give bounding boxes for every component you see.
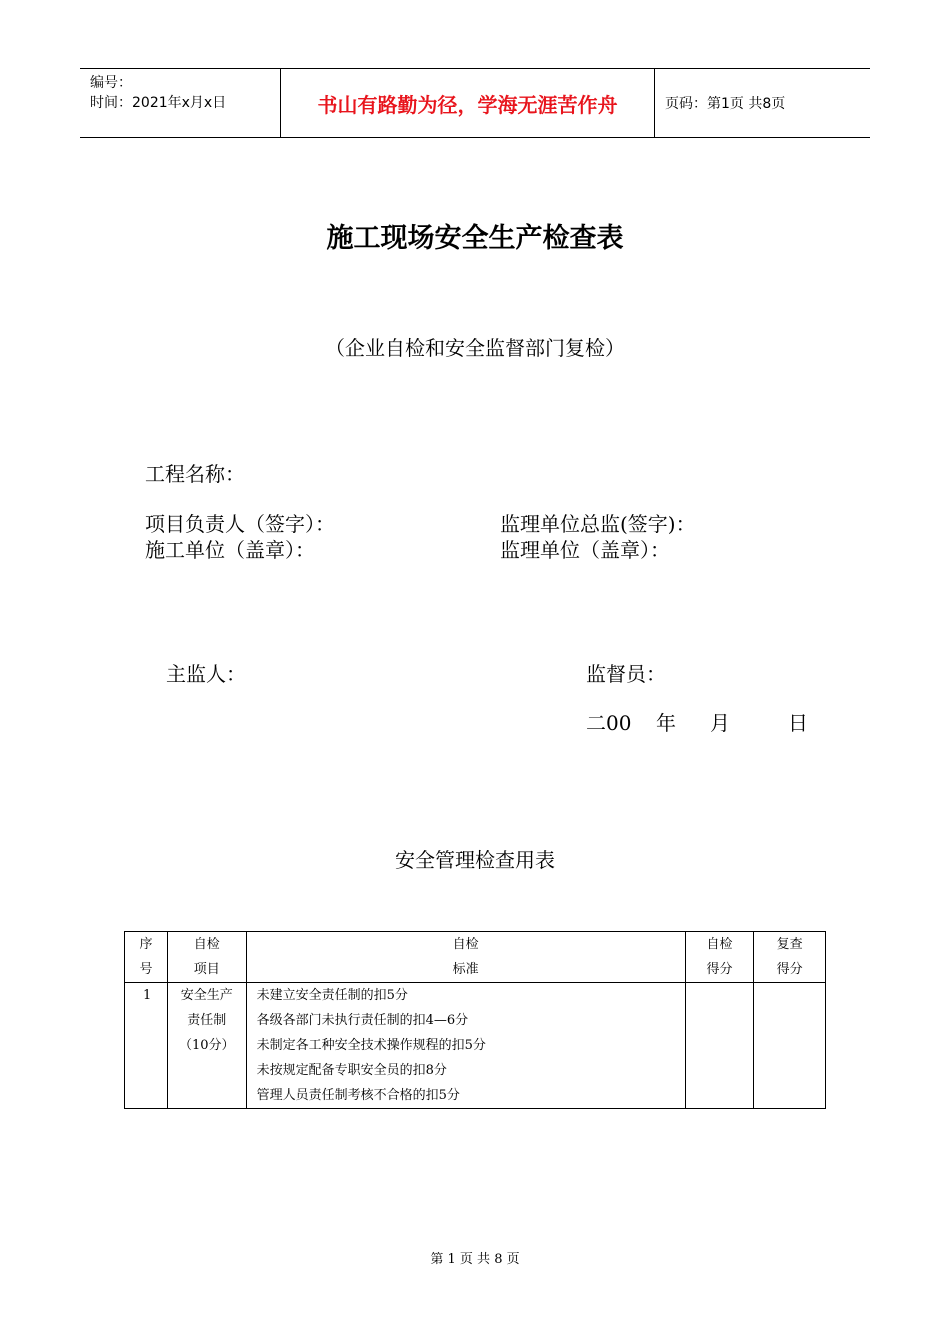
row-standards bbox=[246, 983, 685, 1109]
row-item-line: 安全生产 bbox=[180, 988, 233, 1003]
table-title: 安全管理检查用表 bbox=[395, 848, 555, 872]
header-line: 自检 bbox=[193, 937, 220, 952]
number-label: 编号： bbox=[90, 75, 132, 91]
construction-unit-field: 施工单位（盖章）： bbox=[145, 538, 315, 562]
header-line: 得分 bbox=[776, 962, 803, 977]
supervisor-chief-field: 监理单位总监(签字)： bbox=[500, 512, 696, 536]
header-review-score bbox=[754, 932, 826, 983]
standard-line: 未制定各工种安全技术操作规程的扣5分 bbox=[256, 1038, 486, 1053]
header-standard bbox=[246, 932, 685, 983]
row-seq: 1 bbox=[125, 983, 168, 1109]
safety-check-table bbox=[124, 931, 826, 1109]
header-line: 标准 bbox=[452, 962, 479, 977]
header-line: 序 bbox=[139, 937, 153, 952]
row-review-score[interactable] bbox=[754, 983, 826, 1109]
standard-line: 管理人员责任制考核不合格的扣5分 bbox=[256, 1088, 460, 1103]
row-item-line: （10分） bbox=[178, 1038, 235, 1053]
header-self-score bbox=[685, 932, 754, 983]
document-subtitle: （企业自检和安全监督部门复检） bbox=[325, 336, 625, 360]
header-line: 项目 bbox=[193, 962, 220, 977]
date-line bbox=[586, 707, 808, 736]
page-header bbox=[80, 68, 870, 138]
table-header-row bbox=[125, 932, 826, 983]
header-motto: 书山有路勤为径，学海无涯苦作舟 bbox=[280, 69, 655, 137]
document-title: 施工现场安全生产检查表 bbox=[326, 223, 624, 254]
table-row bbox=[125, 983, 826, 1109]
header-seq bbox=[125, 932, 168, 983]
project-name-field: 工程名称： bbox=[145, 462, 245, 486]
standard-line: 未按规定配备专职安全员的扣8分 bbox=[256, 1063, 447, 1078]
header-item bbox=[167, 932, 246, 983]
date-month: 月 bbox=[710, 711, 730, 735]
project-leader-field: 项目负责人（签字）： bbox=[145, 512, 335, 536]
standard-line: 各级各部门未执行责任制的扣4—6分 bbox=[256, 1013, 469, 1028]
standard-line: 未建立安全责任制的扣5分 bbox=[256, 988, 408, 1003]
header-line: 复查 bbox=[776, 937, 803, 952]
page-footer: 第 1 页 共 8 页 bbox=[430, 1252, 520, 1267]
chief-supervisor-field: 主监人： bbox=[166, 662, 246, 686]
header-page-info: 页码：第1页 共8页 bbox=[665, 96, 786, 112]
supervision-unit-field: 监理单位（盖章）： bbox=[500, 538, 670, 562]
inspector-field: 监督员： bbox=[586, 662, 666, 686]
time-label: 时间：2021年x月x日 bbox=[90, 95, 227, 111]
header-line: 得分 bbox=[706, 962, 733, 977]
header-line: 自检 bbox=[452, 937, 479, 952]
header-line: 号 bbox=[139, 962, 153, 977]
row-self-score[interactable] bbox=[685, 983, 754, 1109]
date-year: 年 bbox=[656, 711, 676, 735]
header-line: 自检 bbox=[706, 937, 733, 952]
date-day: 日 bbox=[788, 711, 808, 735]
row-item bbox=[167, 983, 246, 1109]
header-meta bbox=[80, 69, 280, 137]
row-item-line: 责任制 bbox=[187, 1013, 227, 1028]
date-prefix: 二00 bbox=[586, 711, 632, 735]
